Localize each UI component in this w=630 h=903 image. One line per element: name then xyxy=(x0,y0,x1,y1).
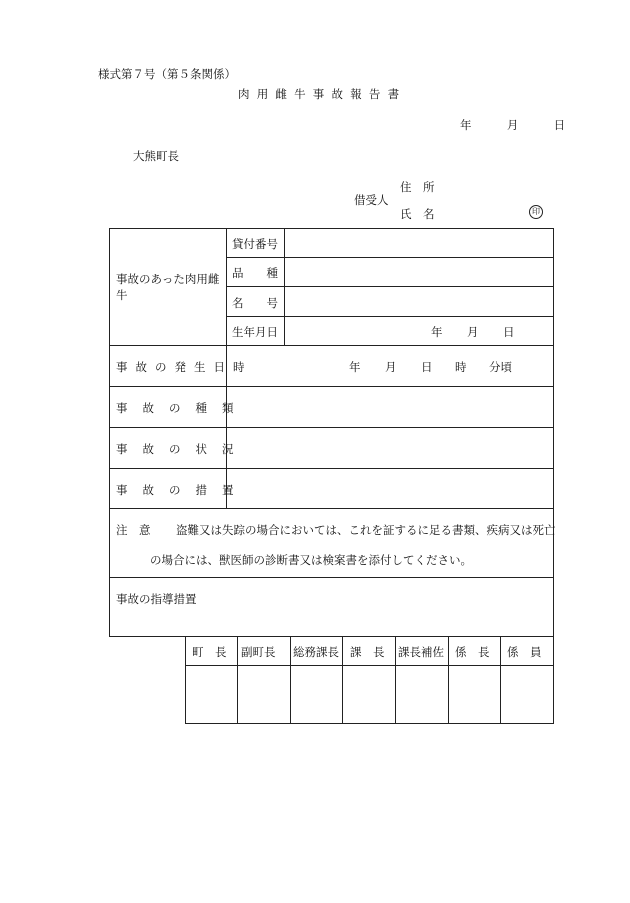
notice-label: 注 意 xyxy=(116,523,151,537)
accident-status-field[interactable] xyxy=(228,429,552,467)
approval-stamp-box[interactable] xyxy=(187,667,236,722)
submission-date xyxy=(460,117,565,133)
address-label: 住 所 xyxy=(400,180,435,194)
occurrence-label: 事故の発生日時 xyxy=(116,360,253,374)
loan-number-field[interactable] xyxy=(286,230,552,256)
occurrence-day: 日 xyxy=(421,360,433,374)
guidance-field[interactable] xyxy=(111,605,552,635)
birth-year: 年 xyxy=(431,325,443,339)
approval-stamp-box[interactable] xyxy=(239,667,289,722)
name-label: 氏 名 xyxy=(400,207,435,221)
date-month: 月 xyxy=(506,118,519,132)
approval-section-chief-label: 課 長 xyxy=(350,645,385,659)
breed-field[interactable] xyxy=(286,259,552,285)
guidance-label: 事故の指導措置 xyxy=(116,592,197,606)
cattle-name-field[interactable] xyxy=(286,288,552,315)
breed-label: 品 種 xyxy=(232,266,278,280)
notice-line-1: 盗難又は失踪の場合においては、これを証するに足る書類、疾病又は死亡 xyxy=(176,523,556,537)
approval-assistant-chief-label: 課長補佐 xyxy=(398,645,444,659)
addressee: 大熊町長 xyxy=(133,149,179,163)
seal-mark: 印 xyxy=(529,205,543,219)
occurrence-hour: 時 xyxy=(455,360,467,374)
approval-general-affairs-chief-label: 総務課長 xyxy=(293,645,339,659)
cattle-section-heading: 事故のあった肉用雌牛 xyxy=(116,272,220,302)
accident-measures-label: 事故の措置 xyxy=(116,483,249,497)
approval-stamp-box[interactable] xyxy=(344,667,394,722)
occurrence-year: 年 xyxy=(349,360,361,374)
date-year: 年 xyxy=(460,118,472,132)
birth-day: 日 xyxy=(503,325,515,339)
approval-stamp-box[interactable] xyxy=(502,667,552,722)
document-title: 肉用雌牛事故報告書 xyxy=(238,87,407,101)
occurrence-minute: 分頃 xyxy=(489,360,512,374)
approval-staff-label: 係 員 xyxy=(507,645,542,659)
notice-line-2: の場合には、獣医師の診断書又は検案書を添付してください。 xyxy=(150,553,472,567)
form-number: 様式第７号（第５条関係） xyxy=(98,67,236,81)
loan-number-label: 貸付番号 xyxy=(232,237,278,251)
birth-month: 月 xyxy=(467,325,479,339)
approval-stamp-box[interactable] xyxy=(292,667,341,722)
approval-mayor-label: 町 長 xyxy=(192,645,227,659)
approval-subsection-chief-label: 係 長 xyxy=(455,645,490,659)
approval-stamp-box[interactable] xyxy=(397,667,447,722)
cattle-name-label: 名 号 xyxy=(232,296,278,310)
accident-type-field[interactable] xyxy=(228,388,552,426)
birth-date-label: 生年月日 xyxy=(232,325,278,339)
occurrence-month: 月 xyxy=(385,360,397,374)
approval-deputy-mayor-label: 副町長 xyxy=(241,645,276,659)
date-day: 日 xyxy=(553,118,566,132)
accident-measures-field[interactable] xyxy=(228,470,552,507)
approval-stamp-box[interactable] xyxy=(450,667,499,722)
accident-type-label: 事故の種類 xyxy=(116,401,249,415)
borrower-label: 借受人 xyxy=(354,193,389,207)
accident-status-label: 事故の状況 xyxy=(116,442,249,456)
